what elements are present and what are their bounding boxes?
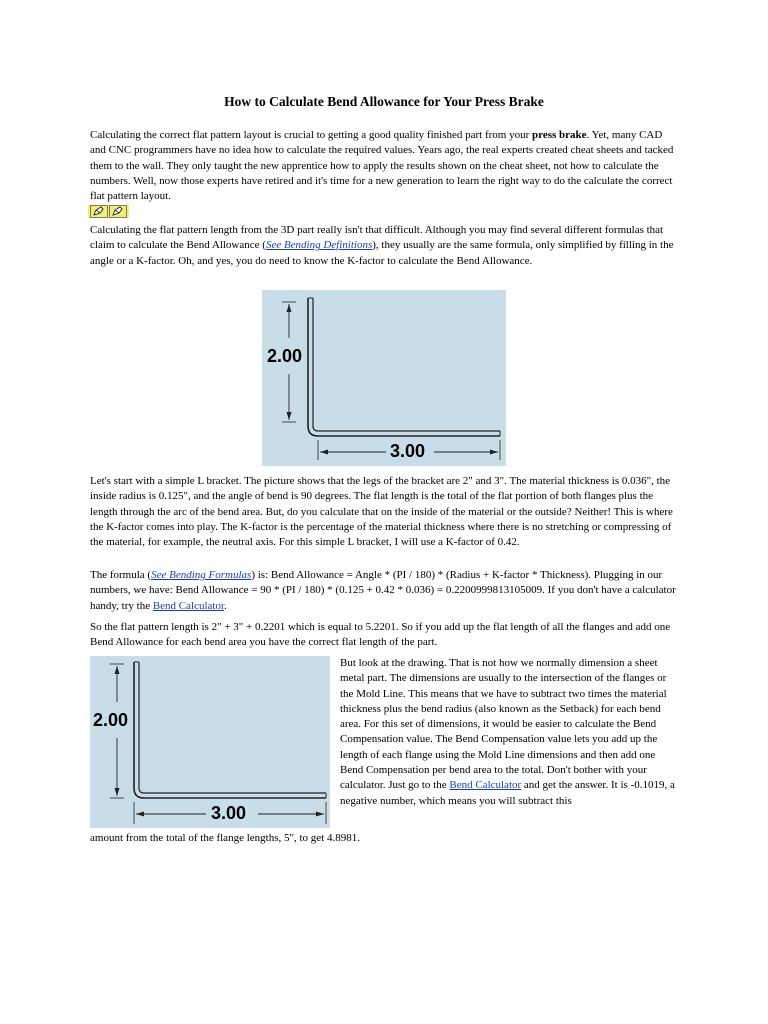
l-bracket-figure [262, 290, 506, 466]
page-title: How to Calculate Bend Allowance for Your Press Brake [224, 94, 544, 109]
bend-calculator-link[interactable]: Bend Calculator [152, 599, 225, 612]
formula-text-end: . [224, 599, 227, 612]
paragraph-flat-length: So the flat pattern length is 2" + 3" + 0.2201 which is equal to 5.2201. So if you add up the flat length of all the flanges and add one Bend Allowance for each bend area you have the correct flat length of the part. [90, 621, 671, 649]
l-bracket-mold-line-figure [90, 656, 330, 828]
formulas-text: Calculating the flat pattern length from the 3D part really isn't that difficult. Although you may find several different formulas that claim to calculate the Bend Allowance ( [90, 224, 664, 252]
formula-text-cont: ) is: Bend Allowance = Angle * (PI / 180) * (Radius + K-factor * Thickness). Plugging in our numbers, we have: Bend Allowance = 90 * (PI / 180) * (0.125 + 0.42 * 0.036) = 0.2200999813105009. If you don't have a calculator handy, try the [90, 569, 676, 612]
bending-formulas-label: Bending Formulas [169, 569, 252, 581]
formula-text: The formula ( [90, 569, 152, 581]
pencil-icon[interactable] [109, 205, 127, 218]
press-brake-bold: press brake [532, 129, 587, 141]
bend-compensation-text: But look at the drawing. That is not how we normally dimension a sheet metal part. The dimensions are usually to the intersection of the flanges or the Mold Line. This means that we have to subtract two times the material thickness plus the bend radius (also known as the Setback) for each bend area. For this set of dimensions, it would be easier to calculate the Bend Compensation value. The Bend Compensation value lets you add up the length of each flange using the Mold Line dimensions and then add one Bend Compensation per bend area to the total. Don't bother with your calculator. Just go to the [340, 657, 667, 792]
paragraph-bend-compensation-tail: amount from the total of the flange lengths, 5", to get 4.8981. [90, 832, 360, 844]
paragraph-intro [90, 128, 680, 204]
paragraph-l-bracket: Let's start with a simple L bracket. The picture shows that the legs of the bracket are 2" and 3". The material thickness is 0.036", the inside radius is 0.125", and the angle of bend is 90 degrees. The flat length is the total of the flat portion of both flanges plus the length through the arc of the bend area. But, do you calculate that on the inside of the material or the outside? Neither! This is where the K-factor comes into play. The K-factor is the percentage of the material thickness where there is no stretching or compressing of the material, for example, the neutral axis. For this simple L bracket, I will use a K-factor of 0.42. [90, 475, 673, 549]
see-label: See [151, 569, 167, 581]
vertical-dimension-label: 2.00 [93, 710, 129, 730]
bend-calculator-link-2[interactable]: Bend Calculator [449, 779, 522, 792]
intro-text: Calculating the correct flat pattern layout is crucial to getting a good quality finished part from your [90, 129, 533, 141]
pencil-icon[interactable] [90, 205, 108, 218]
paragraph-bend-compensation [340, 656, 680, 809]
bending-definitions-label: Bending Definitions [283, 239, 373, 252]
horizontal-dimension-label: 3.00 [390, 441, 426, 461]
intro-text-cont: . Yet, many CAD and CNC programmers have no idea how to calculate the required values. Years ago, the real experts created cheat sheets and tacked them to the wall. They only taught the new apprentice how to apply the results shown on the cheat sheet, not how to calculate the numbers. Well, now those experts have retired and it's time for a new generation to learn the right way to do the calculate the correct flat pattern layout. [90, 129, 674, 203]
bending-definitions-link[interactable] [266, 239, 372, 251]
bend-compensation-text-cont: and get the answer. It is -0.1019, a negative number, which means you will subtract this [340, 779, 675, 807]
see-label: See [265, 239, 282, 252]
icon-toolbar [88, 205, 129, 218]
vertical-dimension-label: 2.00 [267, 346, 303, 366]
paragraph-formula [90, 568, 680, 614]
paragraph-formulas [90, 223, 680, 269]
bending-formulas-link[interactable] [151, 569, 251, 581]
horizontal-dimension-label: 3.00 [211, 803, 247, 823]
formulas-text-cont: ), they usually are the same formula, only simplified by filling in the angle or a K-factor. Oh, and yes, you do need to know the K-factor to calculate the Bend Allowance. [90, 239, 674, 267]
